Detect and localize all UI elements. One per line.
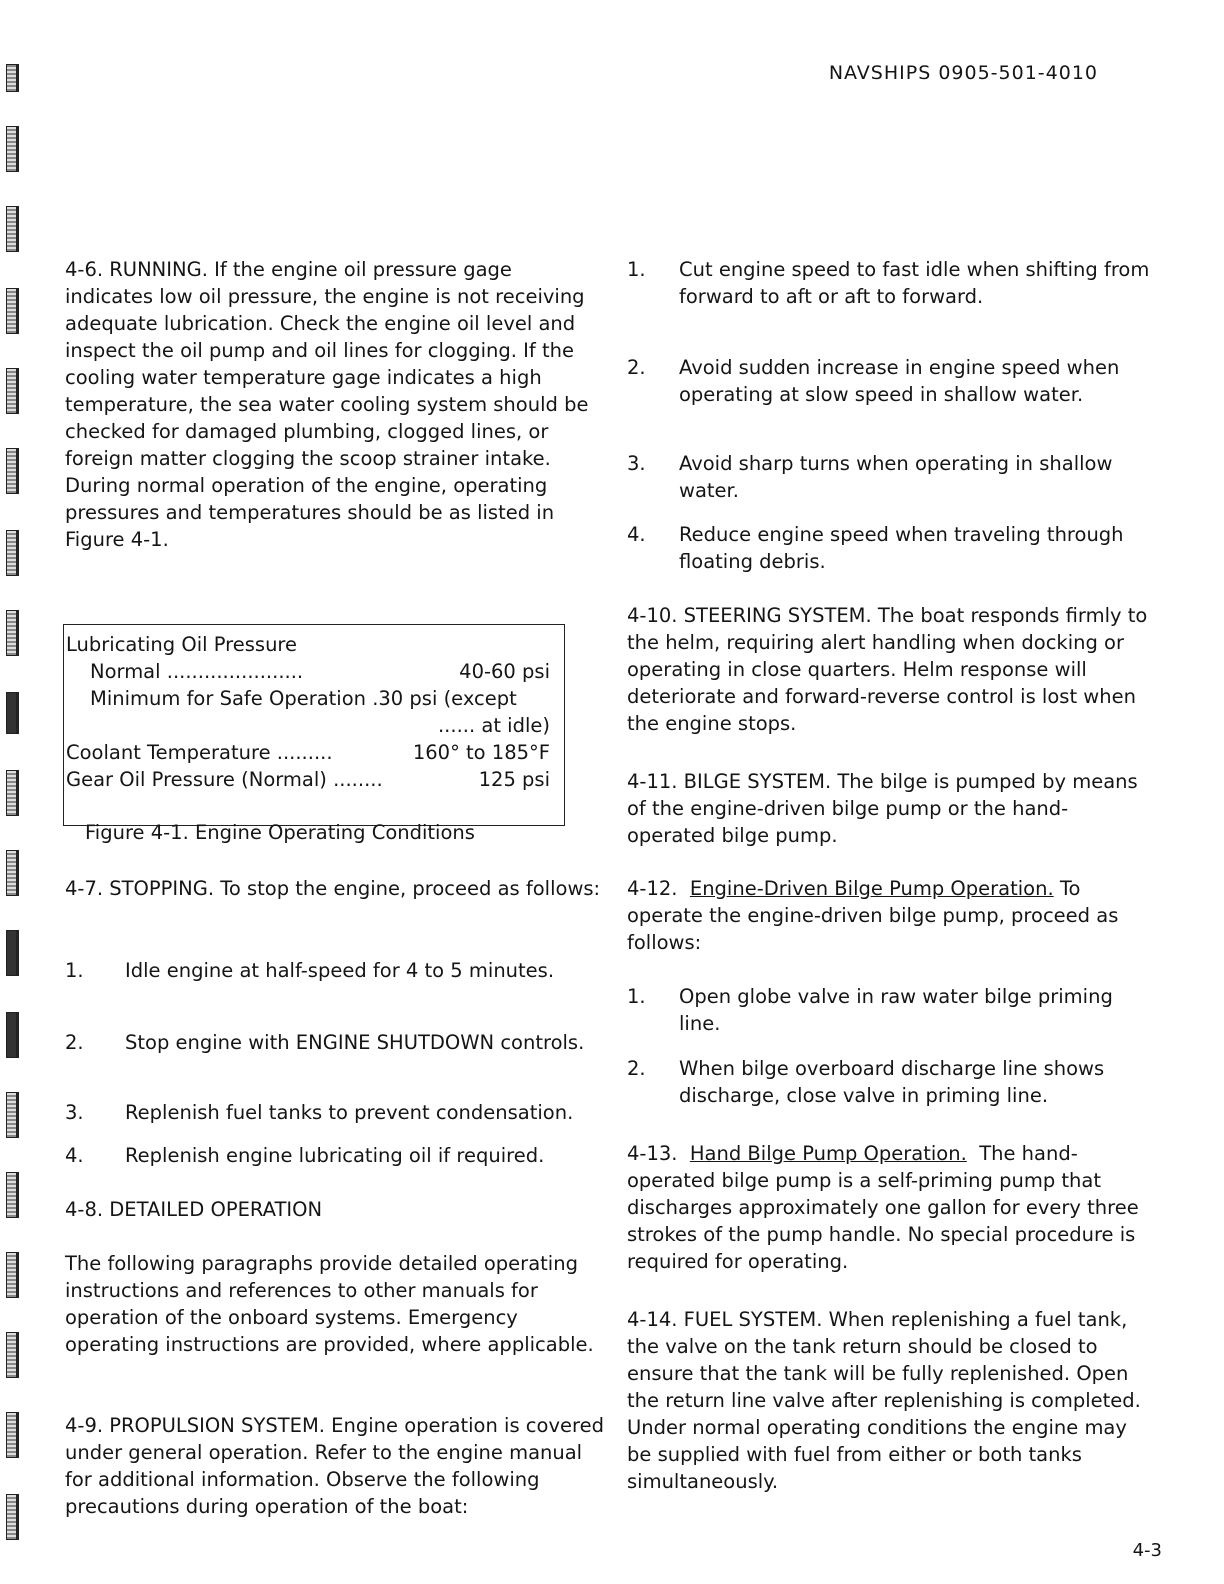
step-number: 2. bbox=[65, 1031, 84, 1054]
precaution-item bbox=[627, 450, 1152, 504]
fuel-system-paragraph: 4-14. FUEL SYSTEM. When replenishing a fuel tank, the valve on the tank return should be closed to ensure that the tank will be fully replenished. Open the return line valve after replenishing is completed. Under normal operating conditions the engine may be supplied with fuel from either or both tanks simultaneously. bbox=[627, 1308, 1141, 1493]
step-text: Idle engine at half-speed for 4 to 5 minutes. bbox=[125, 959, 555, 982]
document-number: NAVSHIPS 0905-501-4010 bbox=[828, 62, 1098, 84]
detailed-operation-heading: 4-8. DETAILED OPERATION bbox=[65, 1198, 323, 1221]
hand-bilge-paragraph bbox=[627, 1140, 1152, 1275]
stop-step bbox=[65, 957, 605, 984]
running-paragraph: 4-6. RUNNING. If the engine oil pressure gage indicates low oil pressure, the engine is not receiving adequate lubrication. Check the engine oil level and inspect the oil pump and oil lines for clogging. If the cooling water temperature gage indicates a high temperature, the sea water cooling system should be checked for damaged plumbing, clogged lines, or foreign matter clogging the scoop strainer intake. During normal operation of the engine, operating pressures and temperatures should be as listed in Figure 4-1. bbox=[65, 258, 589, 551]
section-title: Hand Bilge Pump Operation. bbox=[689, 1142, 967, 1165]
item-text: Avoid sudden increase in engine speed when operating at slow speed in shallow water. bbox=[679, 356, 1120, 406]
figure-caption: Figure 4-1. Engine Operating Conditions bbox=[85, 821, 475, 844]
section-number: 4-13. bbox=[627, 1142, 678, 1165]
section-body: The hand-operated bilge pump is a self-priming pump that discharges approximately one gallon for every three strokes of the pump handle. No special procedure is required for operating. bbox=[627, 1142, 1139, 1273]
step-text: Replenish fuel tanks to prevent condensation. bbox=[125, 1101, 574, 1124]
stop-step bbox=[65, 1142, 605, 1169]
step-number: 1. bbox=[65, 959, 84, 982]
item-text: Open globe valve in raw water bilge priming line. bbox=[679, 985, 1113, 1035]
item-text: Avoid sharp turns when operating in shallow water. bbox=[679, 452, 1113, 502]
bilge-step bbox=[627, 1055, 1152, 1109]
stop-step bbox=[65, 1099, 605, 1126]
item-text: Cut engine speed to fast idle when shifting from forward to aft or aft to forward. bbox=[679, 258, 1150, 308]
stopping-paragraph: 4-7. STOPPING. To stop the engine, proceed as follows: bbox=[65, 877, 601, 900]
bilge-step bbox=[627, 983, 1152, 1037]
item-number: 4. bbox=[627, 523, 646, 546]
propulsion-paragraph: 4-9. PROPULSION SYSTEM. Engine operation is covered under general operation. Refer to the engine manual for additional information. Observe the following precautions during operation of the boat: bbox=[65, 1414, 604, 1518]
precaution-item bbox=[627, 354, 1152, 408]
operating-conditions-table: Lubricating Oil Pressure Normal ...................... 40-60 psi Minimum for Safe Operation .30 psi (except ...... at idle) Coolant Temperature ......... 160° to 185°F Gear Oil Pressure (Normal) ........ 125 psi bbox=[63, 624, 565, 826]
item-text: When bilge overboard discharge line shows discharge, close valve in priming line. bbox=[679, 1057, 1105, 1107]
stop-step bbox=[65, 1029, 605, 1056]
precaution-item bbox=[627, 521, 1152, 575]
bilge-paragraph: 4-11. BILGE SYSTEM. The bilge is pumped by means of the engine-driven bilge pump or the hand-operated bilge pump. bbox=[627, 770, 1138, 847]
steering-paragraph: 4-10. STEERING SYSTEM. The boat responds firmly to the helm, requiring alert handling when docking or operating in close quarters. Helm response will deteriorate and forward-reverse control is lost when the engine stops. bbox=[627, 604, 1148, 735]
engine-bilge-paragraph bbox=[627, 875, 1152, 956]
section-title: Engine-Driven Bilge Pump Operation. bbox=[689, 877, 1054, 900]
page-number: 4-3 bbox=[1132, 1540, 1162, 1561]
step-text: Replenish engine lubricating oil if required. bbox=[125, 1144, 545, 1167]
item-number: 1. bbox=[627, 258, 646, 281]
item-number: 2. bbox=[627, 1057, 646, 1080]
step-text: Stop engine with ENGINE SHUTDOWN controls. bbox=[125, 1031, 585, 1054]
item-number: 1. bbox=[627, 985, 646, 1008]
detailed-operation-paragraph: The following paragraphs provide detailed operating instructions and references to other manuals for operation of the onboard systems. Emergency operating instructions are provided, where applicable. bbox=[65, 1252, 594, 1356]
precaution-item bbox=[627, 256, 1152, 310]
step-number: 3. bbox=[65, 1101, 84, 1124]
item-text: Reduce engine speed when traveling through floating debris. bbox=[679, 523, 1124, 573]
section-number: 4-12. bbox=[627, 877, 678, 900]
section-body: To operate the engine-driven bilge pump, proceed as follows: bbox=[627, 877, 1119, 954]
step-number: 4. bbox=[65, 1144, 84, 1167]
item-number: 3. bbox=[627, 452, 646, 475]
item-number: 2. bbox=[627, 356, 646, 379]
